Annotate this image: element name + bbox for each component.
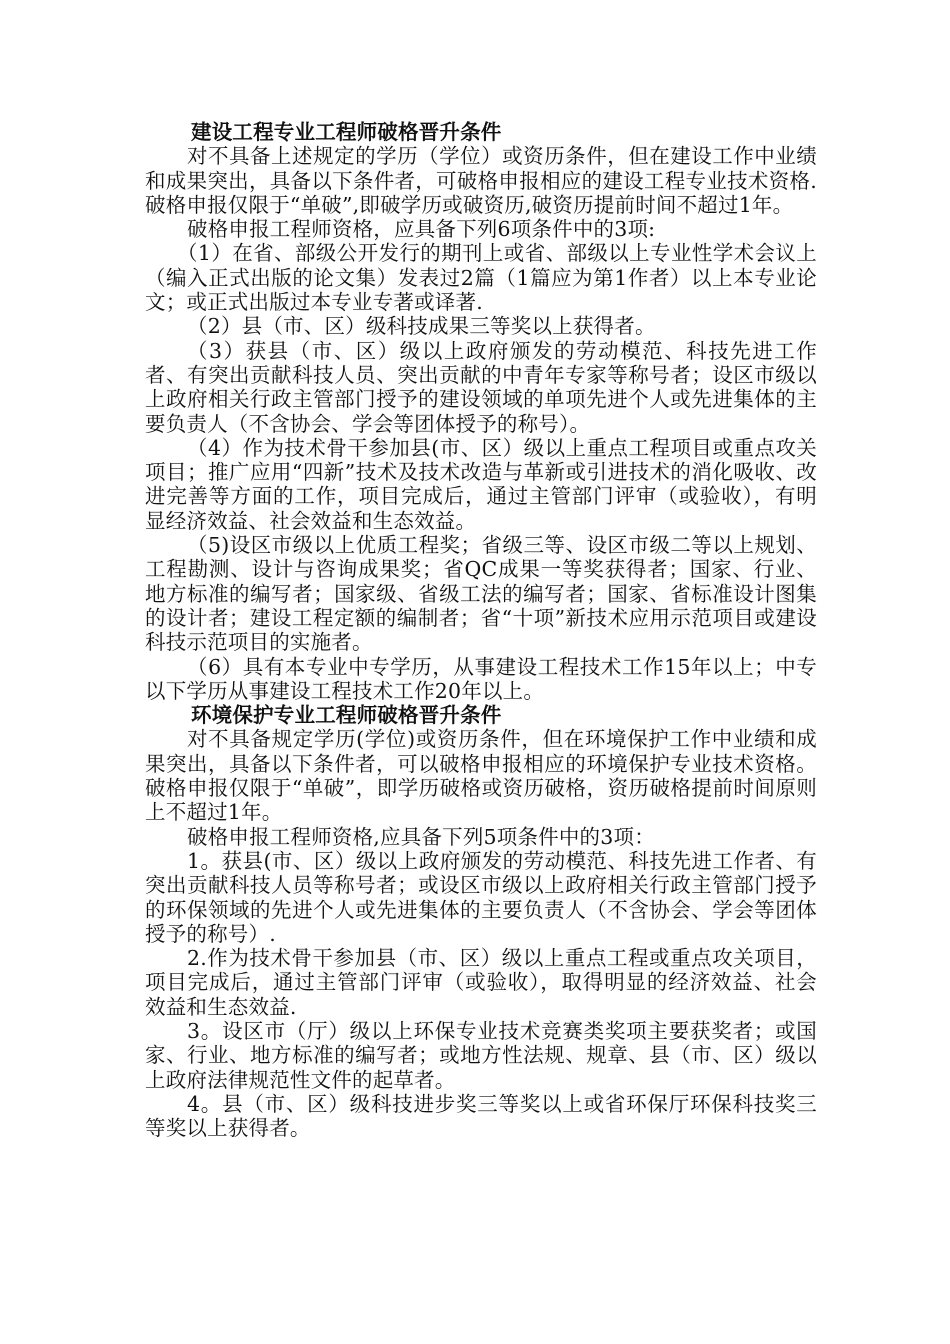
document-page bbox=[145, 120, 817, 1140]
section-requirement: 破格申报工程师资格，应具备下列6项条件中的3项: bbox=[187, 217, 656, 242]
condition-item: （3）获县（市、区）级以上政府颁发的劳动模范、科技先进工作者、有突出贡献科技人员、突出贡献的中青年专家等称号者；设区市级以上政府相关行政主管部门授予的建设领域的单项先进个人或先进集体的主要负责人（不含协会、学会等团体授予的称号）。 bbox=[145, 338, 817, 436]
section-environmental-protection bbox=[145, 703, 817, 1140]
section-requirement: 破格申报工程师资格,应具备下列5项条件中的3项： bbox=[187, 824, 655, 849]
condition-item: （1）在省、部级公开发行的期刊上或省、部级以上专业性学术会议上（编入正式出版的论文集）发表过2篇（1篇应为第1作者）以上本专业论文；或正式出版过本专业专著或译著. bbox=[145, 241, 817, 315]
section-intro: 对不具备上述规定的学历（学位）或资历条件，但在建设工作中业绩和成果突出，具备以下条件者，可破格申报相应的建设工程专业技术资格.破格申报仅限于“单破”,即破学历或破资历,破资历提前时间不超过1年。 bbox=[145, 144, 817, 217]
condition-item: 1。获县(市、区）级以上政府颁发的劳动模范、科技先进工作者、有突出贡献科技人员等称号者；或设区市级以上政府相关行政主管部门授予的环保领域的先进个人或先进集体的主要负责人（不含协会、学会等团体授予的称号）. bbox=[145, 848, 817, 946]
condition-item: 4。县（市、区）级科技进步奖三等奖以上或省环保厅环保科技奖三等奖以上获得者。 bbox=[145, 1091, 817, 1141]
section-heading: 环境保护专业工程师破格晋升条件 bbox=[191, 703, 502, 728]
condition-item: （5)设区市级以上优质工程奖；省级三等、设区市级二等以上规划、工程勘测、设计与咨询成果奖；省QC成果一等奖获得者；国家、行业、地方标准的编写者；国家级、省级工法的编写者；国家、省标准设计图集的设计者；建设工程定额的编制者；省“十项”新技术应用示范项目或建设科技示范项目的实施者。 bbox=[145, 533, 817, 655]
section-heading: 建设工程专业工程师破格晋升条件 bbox=[191, 120, 502, 144]
condition-item: 2.作为技术骨干参加县（市、区）级以上重点工程或重点攻关项目，项目完成后，通过主管部门评审（或验收），取得明显的经济效益、社会效益和生态效益. bbox=[145, 946, 817, 1019]
condition-item: （4）作为技术骨干参加县(市、区）级以上重点工程项目或重点攻关项目；推广应用“四新”技术及技术改造与革新或引进技术的消化吸收、改进完善等方面的工作，项目完成后，通过主管部门评审（或验收），有明显经济效益、社会效益和生态效益。 bbox=[145, 435, 817, 533]
condition-item: （2）县（市、区）级科技成果三等奖以上获得者。 bbox=[187, 314, 656, 339]
section-construction-engineering bbox=[145, 120, 817, 703]
condition-item: 3。设区市（厅）级以上环保专业技术竞赛类奖项主要获奖者；或国家、行业、地方标准的编写者；或地方性法规、规章、县（市、区）级以上政府法律规范性文件的起草者。 bbox=[145, 1018, 817, 1092]
section-intro: 对不具备规定学历(学位)或资历条件，但在环境保护工作中业绩和成果突出，具备以下条件者，可以破格申报相应的环境保护专业技术资格。破格申报仅限于“单破”，即学历破格或资历破格，资历破格提前时间原则上不超过1年。 bbox=[145, 727, 817, 825]
condition-item: （6）具有本专业中专学历，从事建设工程技术工作15年以上；中专以下学历从事建设工程技术工作20年以上。 bbox=[145, 654, 817, 703]
